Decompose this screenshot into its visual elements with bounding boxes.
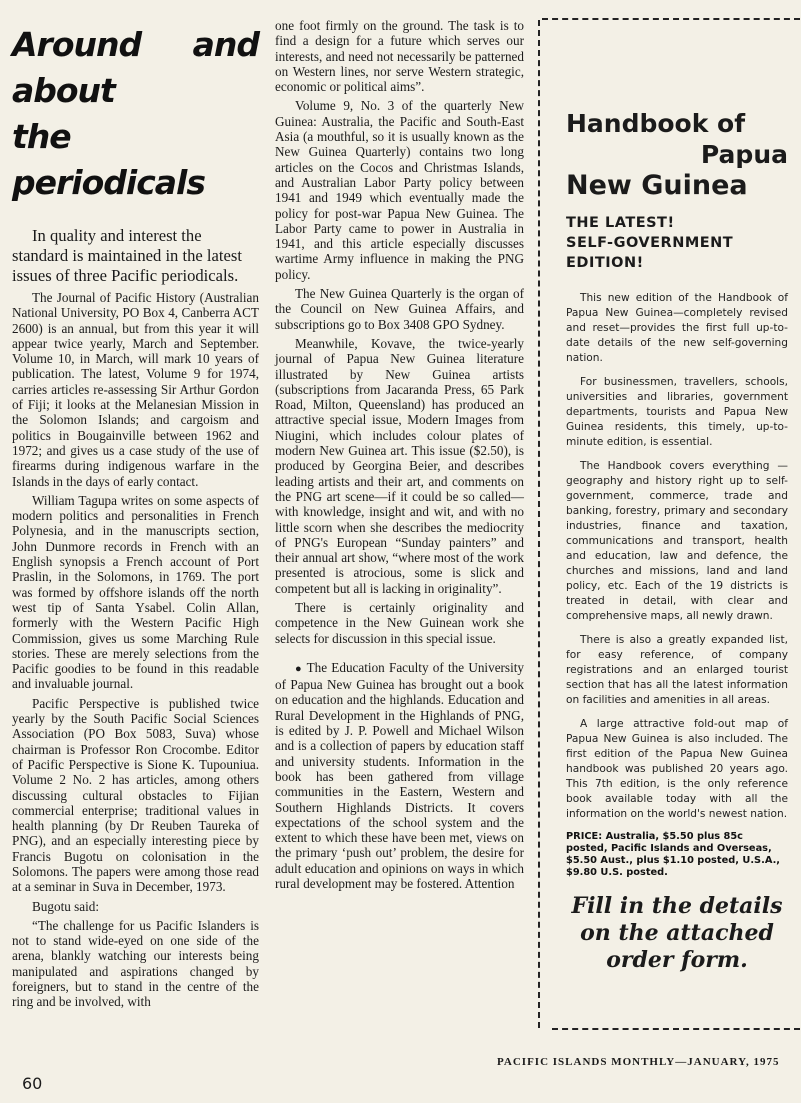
- ad-subtitle: [566, 213, 788, 273]
- handbook-advertisement: [538, 18, 800, 1030]
- ad-title-line-2: Papua: [700, 140, 788, 169]
- bullet-icon: ●: [295, 662, 303, 675]
- education-text: The Education Faculty of the University of Papua New Guinea has brought out a book on education and the highlands. Education and Rural Development in the Highlands of PNG, is edited by J. P. Powell and Michael Wilson and is a collection of papers by education staff and university students. Information in the book has been gathered from village communities in the Eastern, Western and Southern Highlands Districts. It covers expectations of the school system and the extent to which these have been met, views on the primary ‘push out’ problem, the desire for adult education and opinions on ways in which rural development may be fostered. Attention: [275, 659, 524, 892]
- ad-subtitle-line-3: EDITION!: [566, 255, 644, 271]
- ad-price: PRICE: Australia, $5.50 plus 85c posted, Pacific Islands and Overseas, $5.50 Aust., plus $1.10 posted, U.S.A., $9.80 U.S. posted.: [566, 831, 781, 878]
- ad-title-line-3: New Guinea: [566, 170, 748, 201]
- paragraph-bugotu-said: Bugotu said:: [32, 898, 100, 914]
- ad-paragraph-registrations: There is also a greatly expanded list, for easy reference, of company registrations and an enlarged tourist section that has all the latest information on facilities and amenities in all areas.: [566, 634, 788, 706]
- ad-cta-line-3: order form.: [606, 947, 748, 973]
- headline-line-1: Around and about: [12, 25, 259, 110]
- ad-border-left: [538, 20, 540, 1028]
- paragraph-originality: There is certainly originality and competence in the New Guinean work she selects for discussion in this special issue.: [275, 599, 524, 646]
- ad-paragraph-coverage: The Handbook covers everything —geography and history right up to self-government, commerce, trade and banking, forestry, primary and secondary industries, finance and taxation, communications and transport, health and education, law and defence, the churches and missions, land and land policy, etc. Each of the 19 districts is treated in detail, with clear and comprehensive maps, all newly drawn.: [566, 460, 788, 622]
- ad-paragraph-audience: For businessmen, travellers, schools, universities and libraries, government departments, tourists and Papua New Guinea residents, this timely, up-to-minute edition, is essential.: [566, 376, 788, 448]
- article-column-1: [12, 18, 259, 1014]
- ad-content: [566, 108, 788, 974]
- article-lead: In quality and interest the standard is maintained in the latest issues of three Pacific periodicals.: [12, 226, 242, 285]
- ad-call-to-action: [566, 893, 788, 974]
- headline-line-2: the periodicals: [12, 117, 205, 202]
- page-number: 60: [22, 1074, 43, 1093]
- ad-cta-line-1: Fill in the details: [571, 893, 783, 919]
- article-column-2: [275, 18, 524, 895]
- ad-border-top: [542, 18, 800, 20]
- paragraph-education-faculty: [275, 660, 524, 891]
- ad-paragraph-new-edition: This new edition of the Handbook of Papua New Guinea—completely revised and reset—provides the first full up-to-date details of the new self-governing nation.: [566, 292, 788, 364]
- ad-paragraph-map: A large attractive fold-out map of Papua New Guinea is also included. The first edition of the Papua New Guinea handbook was published 20 years ago. This 7th edition, is the only reference book available today with all the information on the world's newest nation.: [566, 718, 788, 820]
- ad-subtitle-line-2: SELF-GOVERNMENT: [566, 235, 734, 251]
- article-headline: [12, 22, 259, 206]
- ad-body: [566, 291, 788, 822]
- paragraph-kovave: Meanwhile, Kovave, the twice-yearly journal of Papua New Guinea literature illustrated by New Guinea artists (subscriptions from Jacaranda Press, 65 Park Road, Milton, Queensland) has produced an attractive special issue, Modern Images from Niugini, which includes colour plates of modern New Guinea art. This issue ($2.50), is produced by Georgina Beier, and describes leading artists and their art, and comments on the PNG art scene—if it could be so called—with knowledge, insight and wit, and with no little scorn when she describes the mediocrity of PNG's European “Sunday painters” and their annual art show, “where most of the work presented is atrocious, some is slick and competent but all is lacking in originality”.: [275, 335, 524, 596]
- ad-cta-line-2: on the attached: [580, 920, 774, 946]
- paragraph-tagupa: William Tagupa writes on some aspects of modern politics and personalities in French Polynesia, and in the manuscripts section, John Dunmore records in French with an English synopsis a French account of Port Praslin, in the Solomons, in 1769. The port was formed by offshore islands off the north west tip of Santa Ysabel. Colin Allan, formerly with the Western Pacific High Commission, gives us some Marching Rule stories. These are merely selections from the Pacific goodies to be found in this readable and invaluable journal.: [12, 492, 259, 692]
- ad-border-bottom: [552, 1028, 800, 1030]
- paragraph-pacific-perspective: Pacific Perspective is published twice yearly by the South Pacific Social Sciences Association (PO Box 5083, Suva) whose chairman is Professor Ron Crocombe. Editor of Pacific Perspective is Sione K. Tupouniua. Volume 2 No. 2 has articles, among others discussing cultural obstacles to Fijian commercial enterprise; traditional values in health planning (by Dr Reuben Taureka of PNG), and an especially interesting piece by Francis Bugotu on colonisation in the Solomons. The papers were among those read at a seminar in Suva in December, 1973.: [12, 695, 259, 895]
- paragraph-new-guinea-quarterly: Volume 9, No. 3 of the quarterly New Guinea: Australia, the Pacific and South-East Asia (a mouthful, so it is usually known as the New Guinea Quarterly) contains two long articles on the Cocos and Christmas Islands, and Australian Labor Party policy between 1941 and 1949 which eventually made the policy for post-war Papua New Guinea. The Labor Party came to power in Australia in 1941, and this article especially discusses wartime Army influence in making the PNG policy.: [275, 98, 524, 282]
- running-footer: PACIFIC ISLANDS MONTHLY—JANUARY, 1975: [497, 1056, 780, 1068]
- ad-subtitle-line-1: THE LATEST!: [566, 215, 675, 231]
- paragraph-bugotu-quote: “The challenge for us Pacific Islanders is not to stand wide-eyed on one side of the arena, blankly watching our interests being manipulated and aspirations changed by foreigners, but to stand in the centre of the ring and be involved, with: [12, 917, 259, 1010]
- paragraph-council-new-guinea: The New Guinea Quarterly is the organ of the Council on New Guinea Affairs, and subscriptions go to Box 3408 GPO Sydney.: [275, 286, 524, 332]
- paragraph-quote-continued: one foot firmly on the ground. The task is to find a design for a future which serves our interests, and need not necessarily be patterned on Western lines, nor serve Western strategic, economic or political aims”.: [275, 18, 524, 95]
- paragraph-journal-pacific-history: The Journal of Pacific History (Australian National University, PO Box 4, Canberra ACT 2600) is an annual, but from this year it will appear twice yearly, March and September. Volume 10, in March, will mark 10 years of publication. The latest, Volume 9 for 1974, carries articles re-assessing Sir Arthur Gordon of Fiji; it looks at the Melanesian Mission in the Solomon Islands; and cargoism and politics in Bougainville between 1962 and 1972; and gives us a case study of the use of firearms during indigenous warfare in the Islands in the days of early contact.: [12, 290, 259, 489]
- ad-title-line-1: Handbook of: [566, 109, 746, 138]
